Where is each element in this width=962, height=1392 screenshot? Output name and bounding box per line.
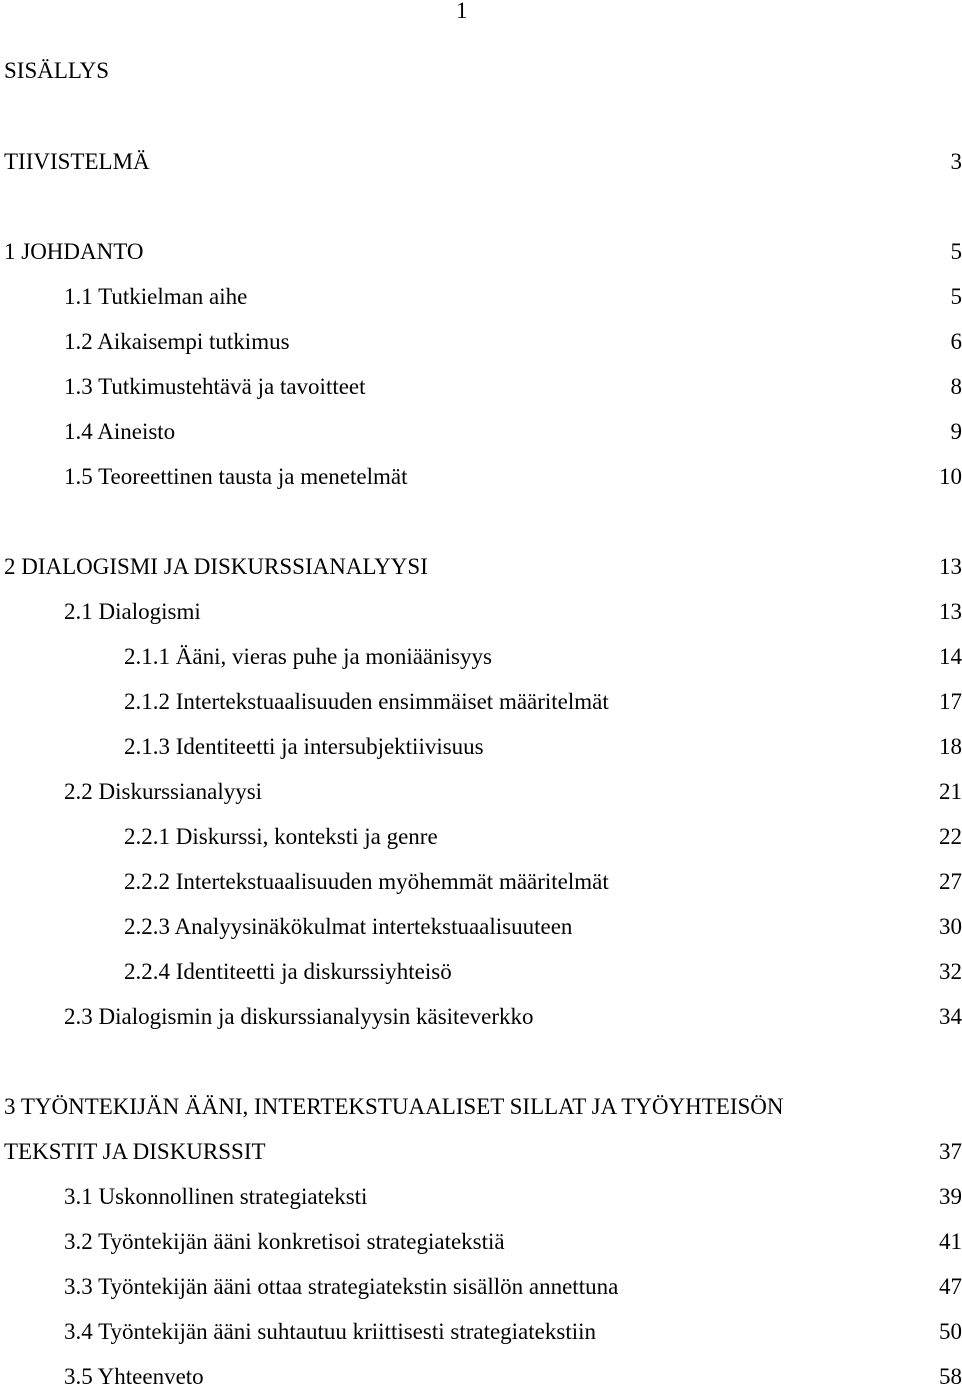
toc-entry-page: 5 — [951, 237, 962, 267]
toc-entry-page: 22 — [939, 822, 962, 852]
toc-entry — [64, 462, 962, 492]
toc-entry — [64, 1272, 962, 1302]
toc-entry — [124, 912, 962, 942]
toc-entry-label: 3.1 Uskonnollinen strategiateksti — [64, 1182, 367, 1212]
toc-entry-page: 13 — [939, 597, 962, 627]
toc-entry — [64, 1182, 962, 1212]
toc-entry — [4, 552, 962, 582]
toc-entry — [64, 1362, 962, 1392]
toc-entry-label: 2.2.2 Intertekstuaalisuuden myöhemmät määritelmät — [124, 867, 609, 897]
toc-entry-page: 47 — [939, 1272, 962, 1302]
toc-entry — [124, 957, 962, 987]
page-number: 1 — [456, 0, 468, 24]
toc-entry-label: 1.5 Teoreettinen tausta ja menetelmät — [64, 462, 407, 492]
toc-entry-label: TIIVISTELMÄ — [4, 147, 150, 177]
toc-entry — [64, 777, 962, 807]
toc-entry-page: 14 — [939, 642, 962, 672]
toc-entry — [124, 687, 962, 717]
toc-entry-label: 2.3 Dialogismin ja diskurssianalyysin käsiteverkko — [64, 1002, 534, 1032]
toc-entry-label: 2.1.1 Ääni, vieras puhe ja moniäänisyys — [124, 642, 492, 672]
toc-entry-label: 2.2.4 Identiteetti ja diskurssiyhteisö — [124, 957, 452, 987]
toc-entry-label: 3.2 Työntekijän ääni konkretisoi strategiatekstiä — [64, 1227, 505, 1257]
toc-entry-label: 1.3 Tutkimustehtävä ja tavoitteet — [64, 372, 366, 402]
toc-entry-label: 2.2.1 Diskurssi, konteksti ja genre — [124, 822, 438, 852]
toc-entry-page: 58 — [939, 1362, 962, 1392]
toc-entry-label: TEKSTIT JA DISKURSSIT — [4, 1137, 266, 1167]
toc-entry — [124, 732, 962, 762]
toc-entry-label: 1.2 Aikaisempi tutkimus — [64, 327, 290, 357]
toc-entry-page: 34 — [939, 1002, 962, 1032]
toc-entry-page: 27 — [939, 867, 962, 897]
toc-entry — [64, 1002, 962, 1032]
toc-heading: SISÄLLYS — [4, 58, 109, 84]
toc-entry — [124, 867, 962, 897]
toc-entry-page: 18 — [939, 732, 962, 762]
toc-entry-label: 1.4 Aineisto — [64, 417, 175, 447]
toc-entry — [64, 372, 962, 402]
toc-entry — [4, 1092, 962, 1122]
toc-entry — [64, 597, 962, 627]
toc-entry-page: 6 — [951, 327, 962, 357]
toc-entry — [64, 282, 962, 312]
toc-entry — [64, 1317, 962, 1347]
toc-entry-label: 1 JOHDANTO — [4, 237, 144, 267]
toc-entry — [4, 1137, 962, 1167]
toc-entry-page: 37 — [939, 1137, 962, 1167]
toc-entry-page: 9 — [951, 417, 962, 447]
toc-entry-page: 30 — [939, 912, 962, 942]
toc-entry-label: 3 TYÖNTEKIJÄN ÄÄNI, INTERTEKSTUAALISET SILLAT JA TYÖYHTEISÖN — [4, 1092, 784, 1122]
toc-entry — [64, 417, 962, 447]
toc-entry — [124, 822, 962, 852]
toc-entry-page: 8 — [951, 372, 962, 402]
toc-entry-label: 2 DIALOGISMI JA DISKURSSIANALYYSI — [4, 552, 428, 582]
toc-entry-page: 17 — [939, 687, 962, 717]
toc-entry-label: 2.2 Diskurssianalyysi — [64, 777, 262, 807]
toc-entry — [64, 327, 962, 357]
toc-entry — [4, 237, 962, 267]
toc-entry-label: 1.1 Tutkielman aihe — [64, 282, 247, 312]
toc-entry — [4, 147, 962, 177]
toc-entry-page: 13 — [939, 552, 962, 582]
toc-entry-page: 39 — [939, 1182, 962, 1212]
toc-entry-label: 3.4 Työntekijän ääni suhtautuu kriittisesti strategiatekstiin — [64, 1317, 596, 1347]
toc-entry-page: 3 — [951, 147, 962, 177]
toc-entry — [64, 1227, 962, 1257]
toc-entry-label: 3.5 Yhteenveto — [64, 1362, 204, 1392]
toc-entry-page: 32 — [939, 957, 962, 987]
toc-entry-label: 2.1.3 Identiteetti ja intersubjektiivisuus — [124, 732, 484, 762]
toc-entry-label: 2.1.2 Intertekstuaalisuuden ensimmäiset määritelmät — [124, 687, 609, 717]
toc-entry-label: 3.3 Työntekijän ääni ottaa strategiatekstin sisällön annettuna — [64, 1272, 618, 1302]
toc-entry — [124, 642, 962, 672]
toc-entry-label: 2.2.3 Analyysinäkökulmat intertekstuaalisuuteen — [124, 912, 572, 942]
toc-entry-page: 21 — [939, 777, 962, 807]
toc-entry-page: 5 — [951, 282, 962, 312]
toc-entry-page: 10 — [939, 462, 962, 492]
toc-entry-page: 41 — [939, 1227, 962, 1257]
toc-entry-label: 2.1 Dialogismi — [64, 597, 201, 627]
toc-entry-page: 50 — [939, 1317, 962, 1347]
